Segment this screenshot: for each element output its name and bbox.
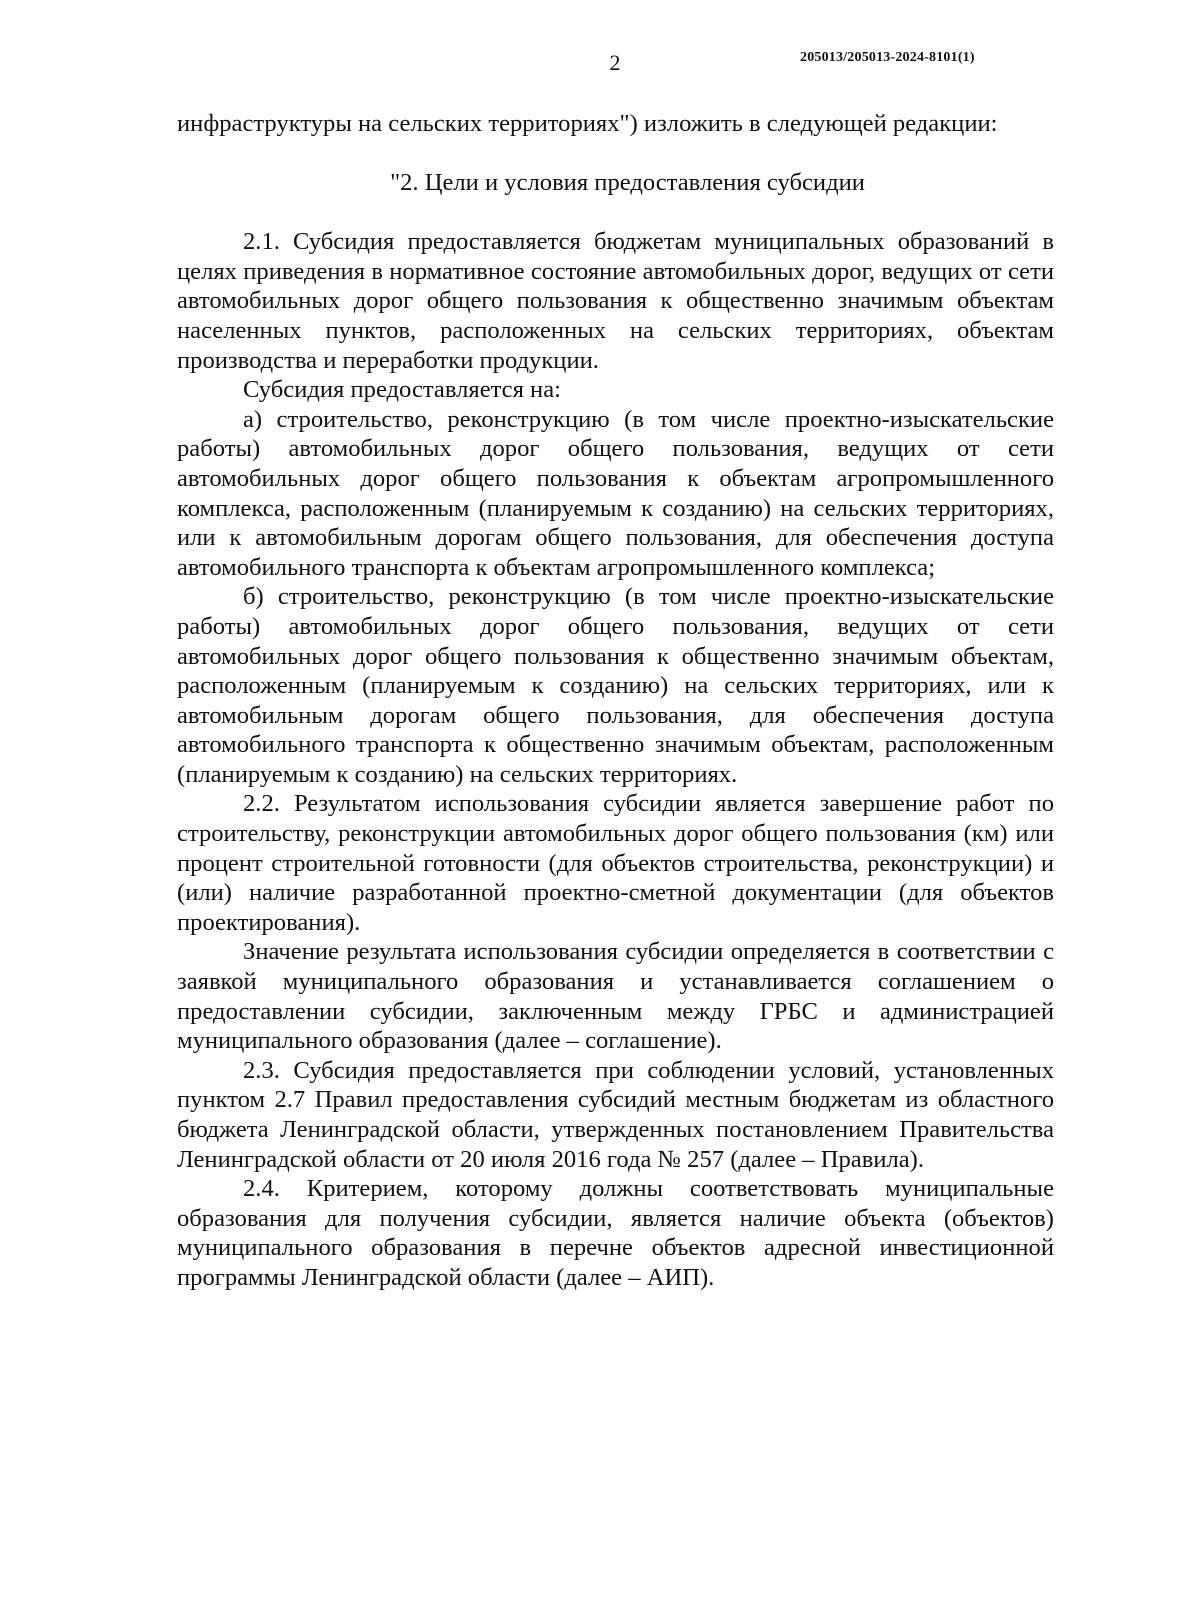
document-code: 205013/205013-2024-8101(1) <box>800 50 975 65</box>
intro-paragraph: инфраструктуры на сельских территориях") изложить в следующей редакции: <box>177 110 998 137</box>
document-body <box>177 109 1054 1293</box>
paragraph-2-1: 2.1. Субсидия предоставляется бюджетам муниципальных образований в целях приведения в нормативное состояние автомобильных дорог, ведущих от сети автомобильных дорог общего пользования к общественно значимым объектам населенных пунктов, расположенных на сельских территориях, объектам производства и переработки продукции. <box>177 228 1054 374</box>
paragraph-result-value: Значение результата использования субсидии определяется в соответствии с заявкой муниципального образования и устанавливается соглашением о предоставлении субсидии, заключенным между ГРБС и администрацией муниципального образования (далее – соглашение). <box>177 938 1054 1055</box>
paragraph-subsidy-for: Субсидия предоставляется на: <box>243 376 561 404</box>
spacer <box>177 197 1054 227</box>
page-number: 2 <box>609 50 621 75</box>
section-heading: "2. Цели и условия предоставления субсидии <box>390 168 865 196</box>
paragraph-2-4: 2.4. Критерием, которому должны соответствовать муниципальные образования для получения субсидии, является наличие объекта (объектов) муниципального образования в перечне объектов адресной инвестиционной программы Ленинградской области (далее – АИП). <box>177 1175 1054 1291</box>
spacer <box>177 139 1054 168</box>
paragraph-2-2: 2.2. Результатом использования субсидии является завершение работ по строительству, реконструкции автомобильных дорог общего пользования (км) или процент строительной готовности (для объектов строительства, реконструкции) и (или) наличие разработанной проектно-сметной документации (для объектов проектирования). <box>177 790 1054 936</box>
paragraph-item-a: а) строительство, реконструкцию (в том числе проектно-изыскательские работы) автомобильных дорог общего пользования, ведущих от сети автомобильных дорог общего пользования к объектам агропромышленного комплекса, расположенным (планируемым к созданию) на сельских территориях, или к автомобильным дорогам общего пользования, для обеспечения доступа автомобильного транспорта к объектам агропромышленного комплекса; <box>177 405 1054 581</box>
paragraph-2-3: 2.3. Субсидия предоставляется при соблюдении условий, установленных пунктом 2.7 Правил предоставления субсидий местным бюджетам из областного бюджета Ленинградской области, утвержденных постановлением Правительства Ленинградской области от 20 июля 2016 года № 257 (далее – Правила). <box>177 1056 1054 1173</box>
paragraph-item-b: б) строительство, реконструкцию (в том числе проектно-изыскательские работы) автомобильных дорог общего пользования, ведущих от сети автомобильных дорог общего пользования к общественно значимым объектам, расположенным (планируемым к созданию) на сельских территориях, или к автомобильным дорогам общего пользования, для обеспечения доступа автомобильного транспорта к общественно значимым объектам, расположенным (планируемым к созданию) на сельских территориях. <box>177 583 1054 788</box>
